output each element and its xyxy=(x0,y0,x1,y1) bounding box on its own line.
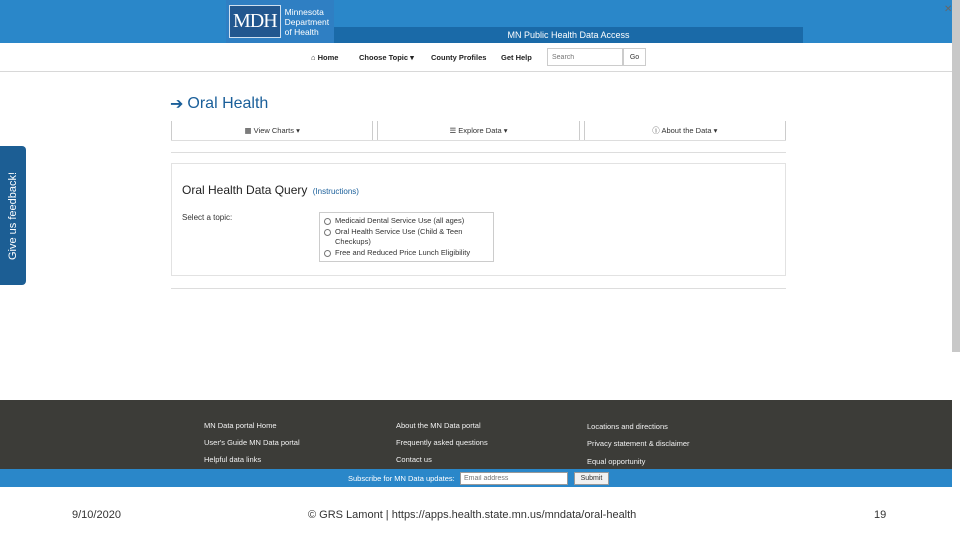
topic-option-label: Oral Health Service Use (Child & Teen Checkups) xyxy=(335,227,463,246)
close-icon[interactable]: ✕ xyxy=(944,4,953,15)
subscribe-bar xyxy=(0,469,952,487)
feedback-tab[interactable] xyxy=(0,146,26,285)
query-title-text: Oral Health Data Query xyxy=(182,183,308,197)
footer-link[interactable]: User's Guide MN Data portal xyxy=(204,438,300,447)
nav-home[interactable] xyxy=(311,53,338,62)
logo-line: Department xyxy=(284,16,330,27)
subscribe-label: Subscribe for MN Data updates: xyxy=(348,474,455,483)
slide-credit: © GRS Lamont | https://apps.health.state.mn.us/mndata/oral-health xyxy=(308,509,637,521)
site-title: MN Public Health Data Access xyxy=(334,27,803,43)
nav-get-help[interactable] xyxy=(501,53,532,62)
chart-icon: ▦ xyxy=(244,126,252,135)
query-panel xyxy=(171,163,786,276)
logo-abbr: MDH xyxy=(229,5,281,38)
radio-button[interactable] xyxy=(324,218,331,225)
feedback-label: Give us feedback! xyxy=(7,171,19,261)
go-button[interactable]: Go xyxy=(623,48,646,66)
page-title-text: Oral Health xyxy=(187,95,269,112)
divider xyxy=(171,288,786,289)
footer-link[interactable]: Frequently asked questions xyxy=(396,438,488,447)
topic-option[interactable] xyxy=(324,227,489,247)
main-nav xyxy=(0,43,952,72)
logo-line: Minnesota xyxy=(284,6,324,17)
mdh-logo[interactable] xyxy=(226,0,334,43)
tab-bar xyxy=(171,121,786,141)
topic-option-label: Medicaid Dental Service Use (all ages) xyxy=(335,216,465,225)
tab-label: Explore Data xyxy=(458,126,502,135)
tab-label: View Charts xyxy=(253,126,294,135)
caret-down-icon: ▾ xyxy=(296,126,300,135)
site-footer xyxy=(0,400,952,469)
page-title xyxy=(170,94,268,114)
footer-link[interactable]: About the MN Data portal xyxy=(396,421,481,430)
nav-choose-topic[interactable] xyxy=(359,53,414,62)
tab-label: About the Data xyxy=(661,126,712,135)
footer-link[interactable]: MN Data portal Home xyxy=(204,421,277,430)
search-input[interactable] xyxy=(547,48,623,66)
arrow-right-icon: ➔ xyxy=(170,96,184,113)
radio-button[interactable] xyxy=(324,250,331,257)
info-icon: ⓘ xyxy=(652,126,660,135)
query-title xyxy=(182,183,359,197)
nav-home-label: Home xyxy=(317,53,339,62)
slide-page-number: 19 xyxy=(874,509,887,521)
footer-link[interactable]: Locations and directions xyxy=(587,422,668,431)
slide-date: 9/10/2020 xyxy=(72,509,121,521)
scrollbar[interactable] xyxy=(952,0,960,352)
home-icon: ⌂ xyxy=(311,53,316,62)
footer-link[interactable]: Helpful data links xyxy=(204,455,262,464)
nav-get-help-label: Get Help xyxy=(501,53,532,62)
tab-view-charts[interactable] xyxy=(171,121,373,140)
footer-link[interactable]: Contact us xyxy=(396,455,432,464)
topic-option[interactable] xyxy=(324,248,489,258)
tab-explore-data[interactable] xyxy=(377,121,579,140)
tab-about-data[interactable] xyxy=(584,121,786,140)
nav-county-profiles[interactable] xyxy=(431,53,486,62)
topic-option-label: Free and Reduced Price Lunch Eligibility xyxy=(335,248,471,257)
instructions-link[interactable]: (Instructions) xyxy=(312,187,359,196)
topic-label: Select a topic: xyxy=(182,213,233,222)
topic-radio-group xyxy=(319,212,494,262)
logo-text xyxy=(285,7,329,37)
topic-option[interactable] xyxy=(324,216,489,226)
caret-down-icon: ▾ xyxy=(503,126,508,135)
nav-choose-topic-label: Choose Topic xyxy=(359,53,409,62)
caret-down-icon: ▾ xyxy=(713,126,718,135)
footer-link[interactable]: Equal opportunity xyxy=(587,457,646,466)
email-field[interactable] xyxy=(460,472,568,485)
caret-down-icon: ▾ xyxy=(410,53,414,62)
logo-line: of Health xyxy=(284,26,319,37)
submit-button[interactable]: Submit xyxy=(574,472,609,485)
table-icon: ☰ xyxy=(449,126,457,135)
divider xyxy=(171,152,786,153)
footer-link[interactable]: Privacy statement & disclaimer xyxy=(587,439,690,448)
nav-county-profiles-label: County Profiles xyxy=(431,53,487,62)
radio-button[interactable] xyxy=(324,229,331,236)
